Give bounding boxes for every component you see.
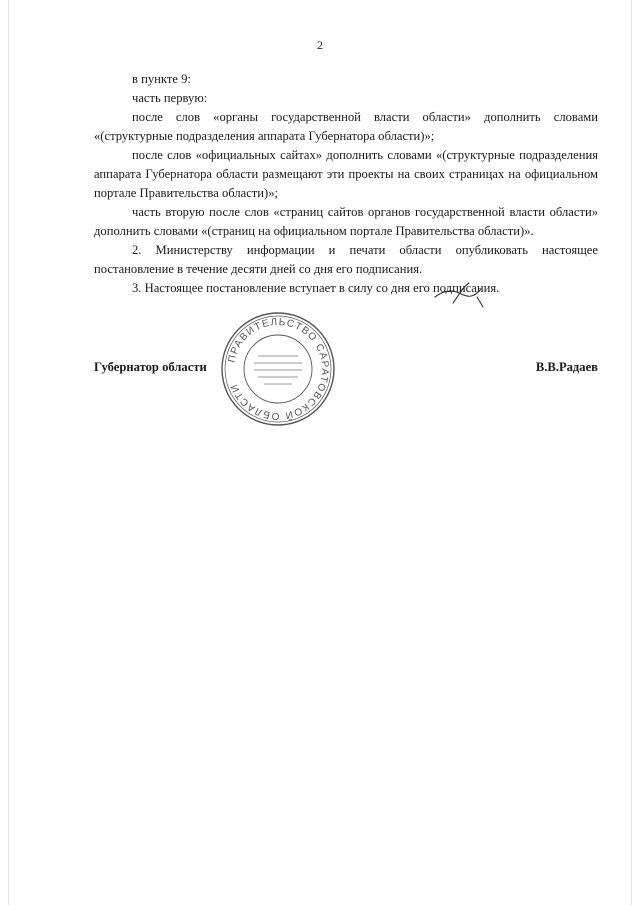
signatory-name: В.В.Радаев <box>535 360 598 374</box>
scan-edge-left <box>8 0 9 905</box>
paragraph: после слов «органы государственной власти области» дополнить словами «(структурные подразделения аппарата Губернатора области)»; <box>94 110 598 143</box>
page-number: 2 <box>317 38 323 52</box>
paragraph: часть первую: <box>132 91 208 105</box>
signature-block <box>94 360 598 380</box>
paragraph: часть вторую после слов «страниц сайтов органов государственной власти области» дополнить словами «(страниц на официальном портале Правительства области)». <box>94 205 598 238</box>
seal-ring-text: ПРАВИТЕЛЬСТВО САРАТОВСКОЙ ОБЛАСТИ <box>226 316 331 422</box>
paragraph: после слов «официальных сайтах» дополнить словами «(структурные подразделения аппарата Губернатора области размещают эти проекты на своих страницах на официальном портале Правительства области)»; <box>94 148 598 200</box>
paragraph: в пункте 9: <box>132 72 191 86</box>
paragraph: 3. Настоящее постановление вступает в силу со дня его подписания. <box>132 281 500 295</box>
scan-edge-right <box>631 0 632 905</box>
paragraph: 2. Министерству информации и печати области опубликовать настоящее постановление в течение десяти дней со дня его подписания. <box>94 243 598 276</box>
document-body <box>94 70 598 298</box>
signatory-title: Губернатор области <box>94 360 207 374</box>
handwritten-signature <box>433 277 493 309</box>
